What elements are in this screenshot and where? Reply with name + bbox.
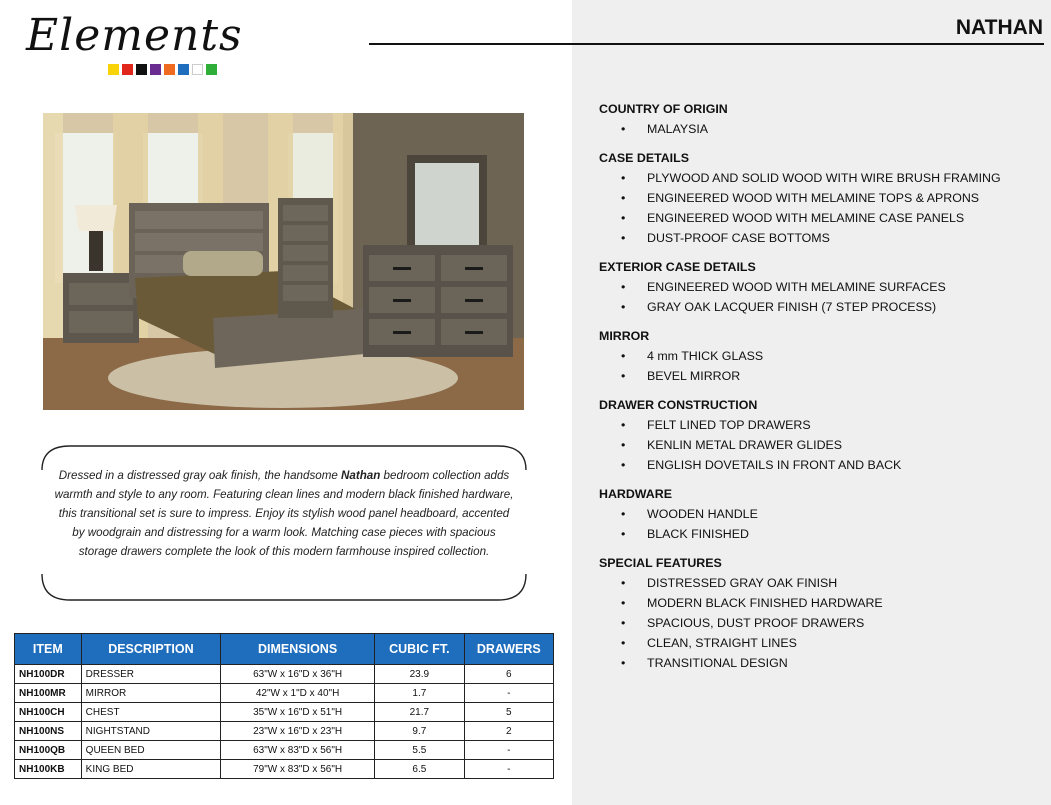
header-item: ITEM (15, 634, 82, 665)
cell-description: MIRROR (81, 684, 220, 703)
list-item-text: BLACK FINISHED (647, 527, 749, 541)
cell-cubic-ft: 1.7 (375, 684, 465, 703)
spec-section (599, 151, 1039, 248)
list-item (599, 504, 1039, 524)
color-swatch (136, 64, 147, 75)
table-row (15, 741, 554, 760)
table-header-row (15, 634, 554, 665)
section-title: DRAWER CONSTRUCTION (599, 398, 758, 412)
description-part-1: Dressed in a distressed gray oak finish, the handsome (58, 469, 342, 482)
color-swatch (178, 64, 189, 75)
list-item (599, 593, 1039, 613)
list-item (599, 119, 1039, 139)
spec-section (599, 556, 1039, 673)
color-swatch (192, 64, 203, 75)
list-item (599, 435, 1039, 455)
header-dimensions: DIMENSIONS (221, 634, 375, 665)
list-item (599, 613, 1039, 633)
cell-drawers: - (464, 760, 553, 779)
spec-section (599, 487, 1039, 544)
section-list (599, 119, 1039, 139)
description-text (54, 466, 514, 561)
bullet-icon: • (621, 438, 626, 452)
list-item-text: ENGINEERED WOOD WITH MELAMINE SURFACES (647, 280, 946, 294)
cell-item: NH100DR (15, 665, 82, 684)
list-item-text: DUST-PROOF CASE BOTTOMS (647, 231, 830, 245)
table-row (15, 665, 554, 684)
bullet-icon: • (621, 211, 626, 225)
list-item-text: GRAY OAK LACQUER FINISH (7 STEP PROCESS) (647, 300, 937, 314)
bullet-icon: • (621, 656, 626, 670)
list-item-text: KENLIN METAL DRAWER GLIDES (647, 438, 843, 452)
bullet-icon: • (621, 596, 626, 610)
section-list (599, 168, 1039, 248)
color-swatch (164, 64, 175, 75)
section-title: COUNTRY OF ORIGIN (599, 102, 728, 116)
list-item-text: MODERN BLACK FINISHED HARDWARE (647, 596, 883, 610)
list-item-text: DISTRESSED GRAY OAK FINISH (647, 576, 838, 590)
color-swatch (108, 64, 119, 75)
cell-dimensions: 63"W x 16"D x 36"H (221, 665, 375, 684)
color-swatches (108, 64, 217, 75)
list-item-text: ENGINEERED WOOD WITH MELAMINE CASE PANELS (647, 211, 965, 225)
list-item (599, 366, 1039, 386)
bullet-icon: • (621, 171, 626, 185)
cell-cubic-ft: 5.5 (375, 741, 465, 760)
bullet-icon: • (621, 616, 626, 630)
section-list (599, 504, 1039, 544)
description-part-2: bedroom collection adds warmth and style to any room. Featuring clean lines and modern black finished hardware, this transitional set is sure to impress. Enjoy its stylish wood panel headboard, accented by woodgrain and distressing for a warm look. Matching case pieces with spacious storage drawers complete the look of this modern farmhouse inspired collection. (54, 469, 514, 558)
brand-logo: Elements (26, 10, 243, 61)
list-item-text: PLYWOOD AND SOLID WOOD WITH WIRE BRUSH FRAMING (647, 171, 1001, 185)
list-item (599, 633, 1039, 653)
color-swatch (150, 64, 161, 75)
header-drawers: DRAWERS (464, 634, 553, 665)
cell-item: NH100NS (15, 722, 82, 741)
bullet-icon: • (621, 527, 626, 541)
cell-description: CHEST (81, 703, 220, 722)
cell-drawers: - (464, 741, 553, 760)
bullet-icon: • (621, 231, 626, 245)
description-box (40, 444, 528, 602)
bullet-icon: • (621, 191, 626, 205)
list-item (599, 208, 1039, 228)
cell-description: DRESSER (81, 665, 220, 684)
list-item-text: BEVEL MIRROR (647, 369, 741, 383)
cell-item: NH100MR (15, 684, 82, 703)
spec-section (599, 329, 1039, 386)
bullet-icon: • (621, 418, 626, 432)
list-item (599, 455, 1039, 475)
header-cubic-ft: CUBIC FT. (375, 634, 465, 665)
list-item-text: CLEAN, STRAIGHT LINES (647, 636, 797, 650)
list-item (599, 573, 1039, 593)
cell-drawers: 2 (464, 722, 553, 741)
spec-section (599, 398, 1039, 475)
bullet-icon: • (621, 300, 626, 314)
bullet-icon: • (621, 280, 626, 294)
list-item-text: ENGLISH DOVETAILS IN FRONT AND BACK (647, 458, 902, 472)
table-row (15, 703, 554, 722)
section-title: HARDWARE (599, 487, 672, 501)
cell-dimensions: 63"W x 83"D x 56"H (221, 741, 375, 760)
bedroom-photo (43, 113, 524, 410)
table-row (15, 760, 554, 779)
bullet-icon: • (621, 349, 626, 363)
bullet-icon: • (621, 369, 626, 383)
cell-drawers: 6 (464, 665, 553, 684)
list-item (599, 168, 1039, 188)
list-item-text: SPACIOUS, DUST PROOF DRAWERS (647, 616, 865, 630)
list-item-text: FELT LINED TOP DRAWERS (647, 418, 811, 432)
list-item-text: TRANSITIONAL DESIGN (647, 656, 788, 670)
bullet-icon: • (621, 636, 626, 650)
section-list (599, 573, 1039, 673)
spec-section (599, 102, 1039, 139)
list-item-text: MALAYSIA (647, 122, 709, 136)
section-list (599, 346, 1039, 386)
cell-cubic-ft: 6.5 (375, 760, 465, 779)
table-row (15, 722, 554, 741)
color-swatch (206, 64, 217, 75)
spec-section (599, 260, 1039, 317)
bullet-icon: • (621, 122, 626, 136)
cell-dimensions: 42"W x 1"D x 40"H (221, 684, 375, 703)
list-item-text: WOODEN HANDLE (647, 507, 758, 521)
list-item (599, 653, 1039, 673)
cell-description: KING BED (81, 760, 220, 779)
cell-drawers: 5 (464, 703, 553, 722)
description-highlight: Nathan (341, 469, 381, 482)
section-list (599, 415, 1039, 475)
list-item (599, 415, 1039, 435)
cell-cubic-ft: 21.7 (375, 703, 465, 722)
cell-description: NIGHTSTAND (81, 722, 220, 741)
list-item (599, 297, 1039, 317)
list-item (599, 188, 1039, 208)
list-item-text: 4 mm THICK GLASS (647, 349, 764, 363)
list-item (599, 346, 1039, 366)
cell-description: QUEEN BED (81, 741, 220, 760)
list-item (599, 524, 1039, 544)
bullet-icon: • (621, 576, 626, 590)
section-title: SPECIAL FEATURES (599, 556, 722, 570)
list-item-text: ENGINEERED WOOD WITH MELAMINE TOPS & APRONS (647, 191, 980, 205)
section-title: EXTERIOR CASE DETAILS (599, 260, 756, 274)
cell-dimensions: 35"W x 16"D x 51"H (221, 703, 375, 722)
title-divider (369, 43, 1044, 45)
bullet-icon: • (621, 507, 626, 521)
section-title: MIRROR (599, 329, 650, 343)
cell-drawers: - (464, 684, 553, 703)
cell-cubic-ft: 23.9 (375, 665, 465, 684)
section-list (599, 277, 1039, 317)
cell-item: NH100CH (15, 703, 82, 722)
section-title: CASE DETAILS (599, 151, 689, 165)
spec-sections (599, 102, 1039, 685)
cell-dimensions: 23"W x 16"D x 23"H (221, 722, 375, 741)
list-item (599, 277, 1039, 297)
cell-dimensions: 79"W x 83"D x 56"H (221, 760, 375, 779)
cell-cubic-ft: 9.7 (375, 722, 465, 741)
cell-item: NH100QB (15, 741, 82, 760)
collection-title: NATHAN (955, 16, 1043, 39)
color-swatch (122, 64, 133, 75)
cell-item: NH100KB (15, 760, 82, 779)
bullet-icon: • (621, 458, 626, 472)
header-description: DESCRIPTION (81, 634, 220, 665)
table-row (15, 684, 554, 703)
list-item (599, 228, 1039, 248)
product-table (14, 633, 554, 779)
